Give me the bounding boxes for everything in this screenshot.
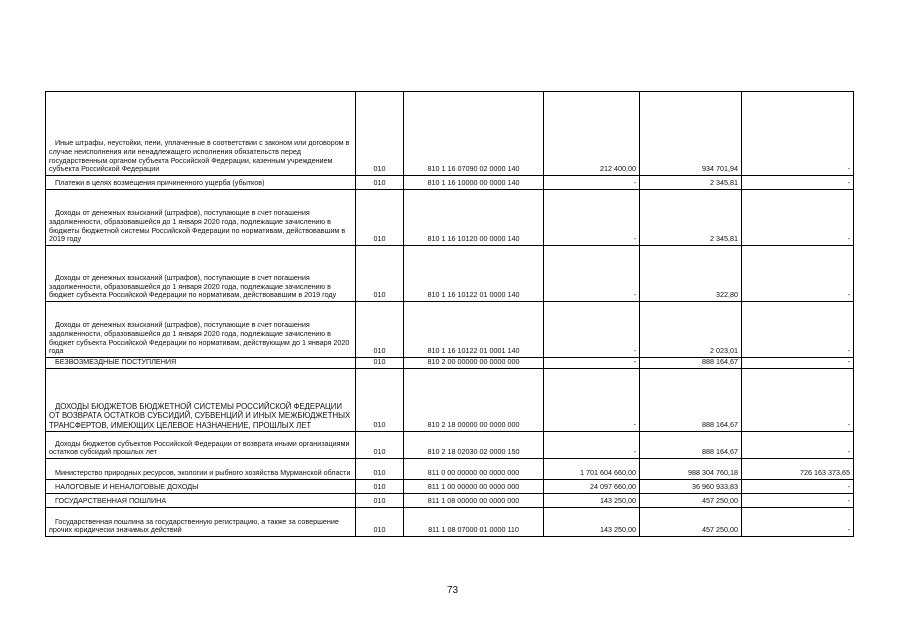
row-fact-cell: 36 960 933,83: [640, 480, 742, 494]
row-extra-cell: -: [742, 480, 854, 494]
row-plan-cell: 143 250,00: [544, 494, 640, 508]
row-extra-cell: -: [742, 302, 854, 358]
row-plan-cell: -: [544, 246, 640, 302]
row-name-cell: Доходы от денежных взысканий (штрафов), поступающие в счет погашения задолженности, образовавшейся до 1 января 2020 года, подлежащие зачислению в бюджет субъекта Российской Федерации по нормативам, действовавшим в 2019 году: [46, 246, 356, 302]
row-kbk-cell: 810 2 18 00000 00 0000 000: [404, 369, 544, 432]
row-fact-cell: 457 250,00: [640, 494, 742, 508]
budget-table-body: [46, 92, 854, 537]
row-fact-cell: 2 345,81: [640, 190, 742, 246]
budget-table: [45, 91, 854, 537]
row-fact-cell: 934 701,94: [640, 92, 742, 176]
row-extra-cell: -: [742, 508, 854, 537]
table-row: [46, 176, 854, 190]
row-name-cell: Доходы бюджетов субъектов Российской Федерации от возврата иными организациями остатков субсидий прошлых лет: [46, 432, 356, 459]
row-fact-cell: 988 304 760,18: [640, 459, 742, 480]
row-extra-cell: -: [742, 358, 854, 369]
row-name-cell: Государственная пошлина за государственную регистрацию, а также за совершение прочих юридически значимых действий: [46, 508, 356, 537]
row-kbk-cell: 810 1 16 10120 00 0000 140: [404, 190, 544, 246]
row-name-cell: Иные штрафы, неустойки, пени, уплаченные в соответствии с законом или договором в случае неисполнения или ненадлежащего исполнения обязательств перед государственным органом субъекта Российской Федерации, казенным учреждением субъекта Российской Федерации: [46, 92, 356, 176]
table-row: [46, 508, 854, 537]
row-code-cell: 010: [356, 459, 404, 480]
table-row: [46, 302, 854, 358]
row-code-cell: 010: [356, 302, 404, 358]
row-code-cell: 010: [356, 92, 404, 176]
row-code-cell: 010: [356, 176, 404, 190]
row-name-cell: ДОХОДЫ БЮДЖЕТОВ БЮДЖЕТНОЙ СИСТЕМЫ РОССИЙСКОЙ ФЕДЕРАЦИИ ОТ ВОЗВРАТА ОСТАТКОВ СУБСИДИЙ, СУБВЕНЦИЙ И ИНЫХ МЕЖБЮДЖЕТНЫХ ТРАНСФЕРТОВ, ИМЕЮЩИХ ЦЕЛЕВОЕ НАЗНАЧЕНИЕ, ПРОШЛЫХ ЛЕТ: [46, 369, 356, 432]
row-plan-cell: -: [544, 302, 640, 358]
table-row: [46, 432, 854, 459]
row-plan-cell: -: [544, 358, 640, 369]
row-kbk-cell: 810 1 16 10122 01 0000 140: [404, 246, 544, 302]
row-name-cell: ГОСУДАРСТВЕННАЯ ПОШЛИНА: [46, 494, 356, 508]
table-row: [46, 459, 854, 480]
table-row: [46, 494, 854, 508]
table-row: [46, 92, 854, 176]
row-extra-cell: -: [742, 369, 854, 432]
row-fact-cell: 2 345,81: [640, 176, 742, 190]
page-number: 73: [446, 585, 459, 596]
row-kbk-cell: 810 1 16 10000 00 0000 140: [404, 176, 544, 190]
table-row: [46, 246, 854, 302]
row-kbk-cell: 811 1 08 07000 01 0000 110: [404, 508, 544, 537]
row-extra-cell: -: [742, 176, 854, 190]
row-fact-cell: 2 023,01: [640, 302, 742, 358]
row-plan-cell: -: [544, 369, 640, 432]
row-extra-cell: -: [742, 92, 854, 176]
row-code-cell: 010: [356, 358, 404, 369]
row-kbk-cell: 811 0 00 00000 00 0000 000: [404, 459, 544, 480]
row-plan-cell: 143 250,00: [544, 508, 640, 537]
row-fact-cell: 322,80: [640, 246, 742, 302]
row-plan-cell: -: [544, 432, 640, 459]
table-row: [46, 190, 854, 246]
row-fact-cell: 888 164,67: [640, 369, 742, 432]
row-code-cell: 010: [356, 480, 404, 494]
row-extra-cell: -: [742, 432, 854, 459]
row-code-cell: 010: [356, 508, 404, 537]
row-kbk-cell: 810 2 18 02030 02 0000 150: [404, 432, 544, 459]
row-code-cell: 010: [356, 369, 404, 432]
row-code-cell: 010: [356, 494, 404, 508]
row-code-cell: 010: [356, 432, 404, 459]
row-kbk-cell: 810 1 16 07090 02 0000 140: [404, 92, 544, 176]
row-plan-cell: 212 400,00: [544, 92, 640, 176]
row-kbk-cell: 811 1 08 00000 00 0000 000: [404, 494, 544, 508]
row-fact-cell: 888 164,67: [640, 358, 742, 369]
row-plan-cell: -: [544, 176, 640, 190]
row-extra-cell: 726 163 373,65: [742, 459, 854, 480]
row-name-cell: БЕЗВОЗМЕЗДНЫЕ ПОСТУПЛЕНИЯ: [46, 358, 356, 369]
row-name-cell: Платежи в целях возмещения причиненного ущерба (убытков): [46, 176, 356, 190]
row-plan-cell: -: [544, 190, 640, 246]
row-name-cell: Министерство природных ресурсов, экологии и рыбного хозяйства Мурманской области: [46, 459, 356, 480]
row-name-cell: Доходы от денежных взысканий (штрафов), поступающие в счет погашения задолженности, образовавшейся до 1 января 2020 года, подлежащие зачислению в бюджет субъекта Российской Федерации по нормативам, действующим до 1 января 2020 года: [46, 302, 356, 358]
row-plan-cell: 1 701 604 660,00: [544, 459, 640, 480]
row-plan-cell: 24 097 660,00: [544, 480, 640, 494]
row-extra-cell: -: [742, 190, 854, 246]
row-kbk-cell: 810 1 16 10122 01 0001 140: [404, 302, 544, 358]
row-code-cell: 010: [356, 246, 404, 302]
row-name-cell: Доходы от денежных взысканий (штрафов), поступающие в счет погашения задолженности, образовавшейся до 1 января 2020 года, подлежащие зачислению в бюджеты бюджетной системы Российской Федерации по нормативам, действовавшим в 2019 году: [46, 190, 356, 246]
row-fact-cell: 457 250,00: [640, 508, 742, 537]
table-row: [46, 369, 854, 432]
row-name-cell: НАЛОГОВЫЕ И НЕНАЛОГОВЫЕ ДОХОДЫ: [46, 480, 356, 494]
table-row: [46, 480, 854, 494]
row-kbk-cell: 810 2 00 00000 00 0000 000: [404, 358, 544, 369]
row-extra-cell: -: [742, 494, 854, 508]
table-row: [46, 358, 854, 369]
row-extra-cell: -: [742, 246, 854, 302]
row-code-cell: 010: [356, 190, 404, 246]
row-kbk-cell: 811 1 00 00000 00 0000 000: [404, 480, 544, 494]
row-fact-cell: 888 164,67: [640, 432, 742, 459]
